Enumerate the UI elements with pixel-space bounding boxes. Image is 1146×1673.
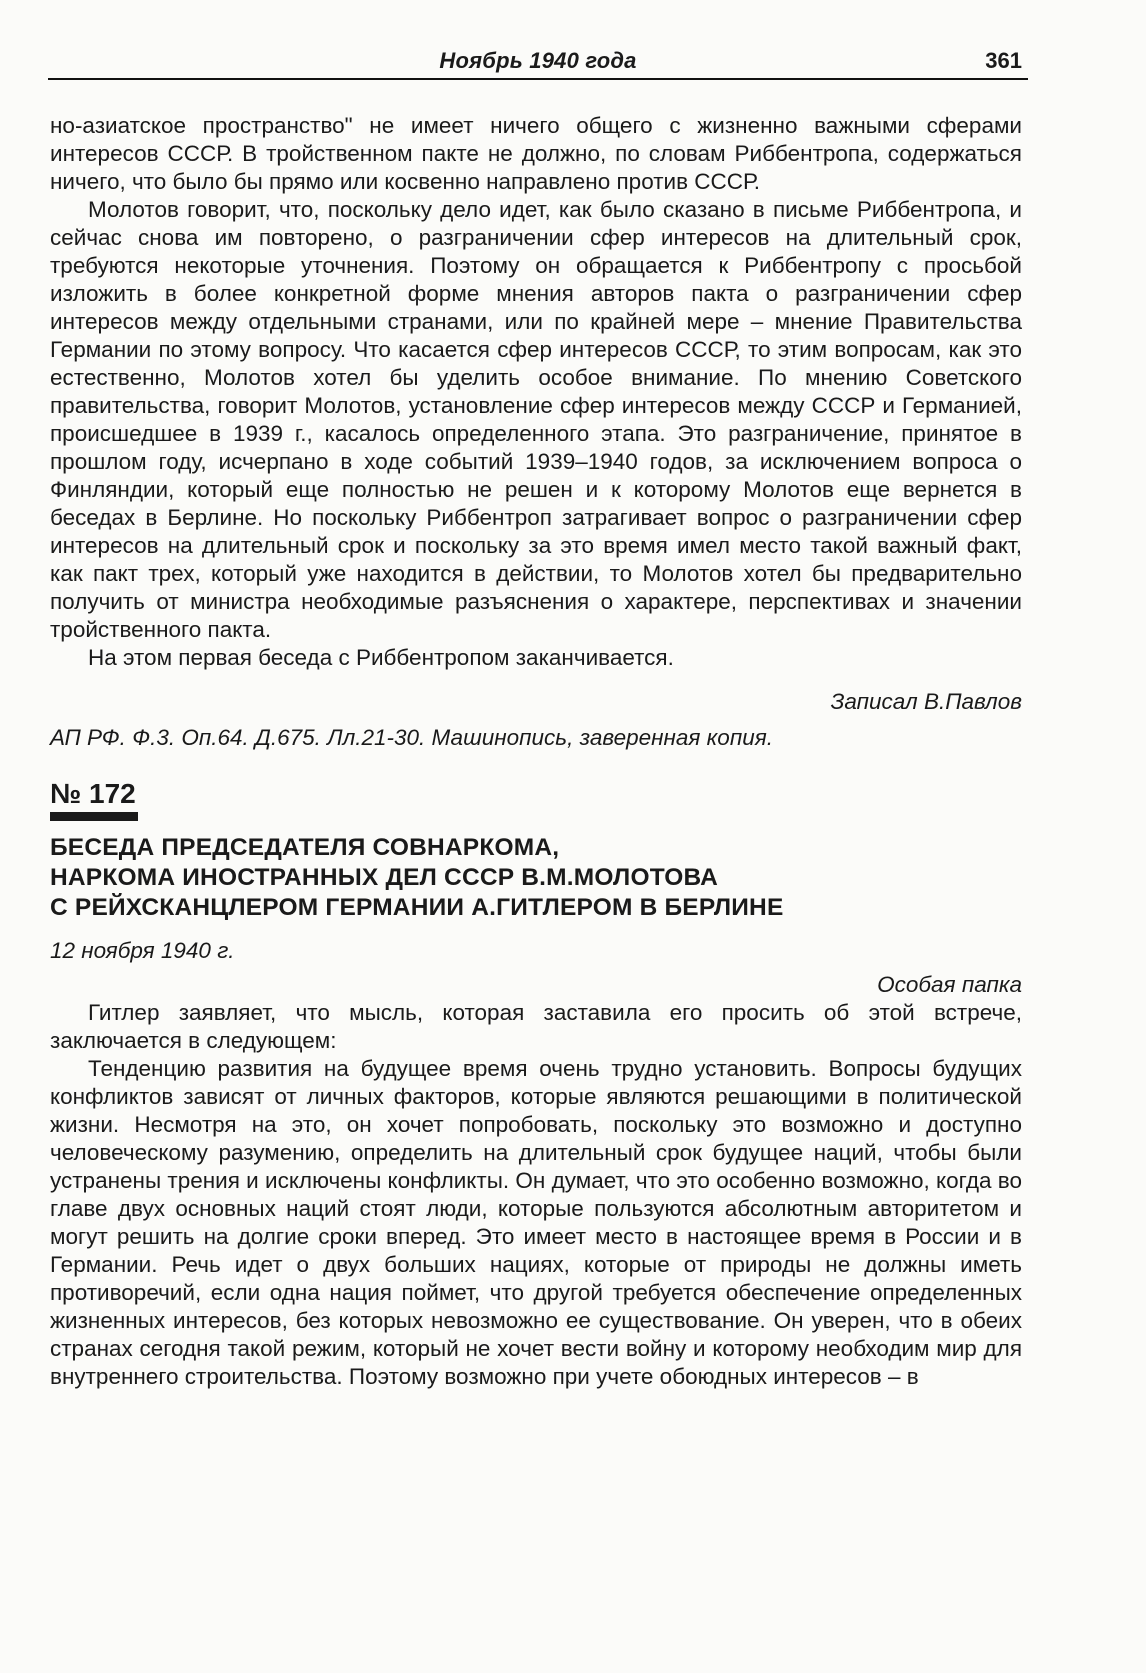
classification-mark: Особая папка [877,972,1022,997]
document-title-line: БЕСЕДА ПРЕДСЕДАТЕЛЯ СОВНАРКОМА, [50,834,560,861]
document-number-block [50,778,1022,821]
paragraph-continuation: но-азиатское пространство" не имеет ничего общего с жизненно важными сферами интересов СССР. В тройственном пакте не должно, по словам Риббентропа, содержаться ничего, что было бы прямо или косвенно направлено против СССР. [50,113,1022,194]
paragraph-molotov: Молотов говорит, что, поскольку дело идет, как было сказано в письме Риббентропа, и сейчас снова им повторено, о разграничении сфер интересов на длительный срок, требуются некоторые уточнения. Поэтому он обращается к Риббентропу с просьбой изложить в более конкретной форме мнения авторов пакта о разграничении сфер интересов между отдельными странами, или по крайней мере – мнение Правительства Германии по этому вопросу. Что касается сфер интересов СССР, то этим вопросам, как это естественно, Молотов хотел бы уделить особое внимание. По мнению Советского правительства, говорит Молотов, установление сфер интересов между СССР и Германией, происшедшее в 1939 г., касалось определенного этапа. Это разграничение, принятое в прошлом году, исчерпано в ходе событий 1939–1940 годов, за исключением вопроса о Финляндии, который еще полностью не решен и к которому Молотов еще вернется в беседах в Берлине. Но поскольку Риббентроп затрагивает вопрос о разграничении сфер интересов на длительный срок и поскольку за это время имел место такой важный факт, как пакт трех, который уже находится в действии, то Молотов хотел бы предварительно получить от министра необходимые разъяснения о характере, перспективах и значении тройственного пакта. [50,197,1022,642]
archive-source: АП РФ. Ф.3. Оп.64. Д.675. Лл.21-30. Машинопись, заверенная копия. [50,725,773,750]
page-content [50,112,1022,1391]
document-date: 12 ноября 1940 г. [50,938,235,963]
document-title-line: НАРКОМА ИНОСТРАННЫХ ДЕЛ СССР В.М.МОЛОТОВА [50,864,719,891]
paragraph-hitler-intro: Гитлер заявляет, что мысль, которая заставила его просить об этой встрече, заключается в следующем: [50,1000,1022,1053]
document-title-line: С РЕЙХСКАНЦЛЕРОМ ГЕРМАНИИ А.ГИТЛЕРОМ В БЕРЛИНЕ [50,894,784,921]
running-title: Ноябрь 1940 года [439,48,637,73]
running-header [48,44,1028,80]
paragraph-hitler-main: Тенденцию развития на будущее время очень трудно установить. Вопросы будущих конфликтов зависят от личных факторов, которые являются решающими в политической жизни. Несмотря на это, он хочет попробовать, поскольку это возможно и доступно человеческому разумению, определить на длительный срок будущее наций, чтобы были устранены трения и исключены конфликты. Он думает, что это особенно возможно, когда во главе двух основных наций стоят люди, которые пользуются абсолютным авторитетом и могут решить на долгие сроки вперед. Это имеет место в настоящее время в России и в Германии. Речь идет о двух больших нациях, которые от природы не должны иметь противоречий, если одна нация поймет, что другой требуется обеспечение определенных жизненных интересов, без которых невозможно ее существование. Он уверен, что в обеих странах сегодня такой режим, который не хочет вести войну и которому необходим мир для внутреннего строительства. Поэтому возможно при учете обоюдных интересов – в [50,1056,1022,1389]
document-title [50,833,1022,923]
signature: Записал В.Павлов [830,689,1022,714]
document-number: № 172 [50,778,136,809]
page-number: 361 [985,48,1022,73]
paragraph-closing: На этом первая беседа с Риббентропом заканчивается. [88,645,674,670]
document-number-rule [50,812,138,821]
